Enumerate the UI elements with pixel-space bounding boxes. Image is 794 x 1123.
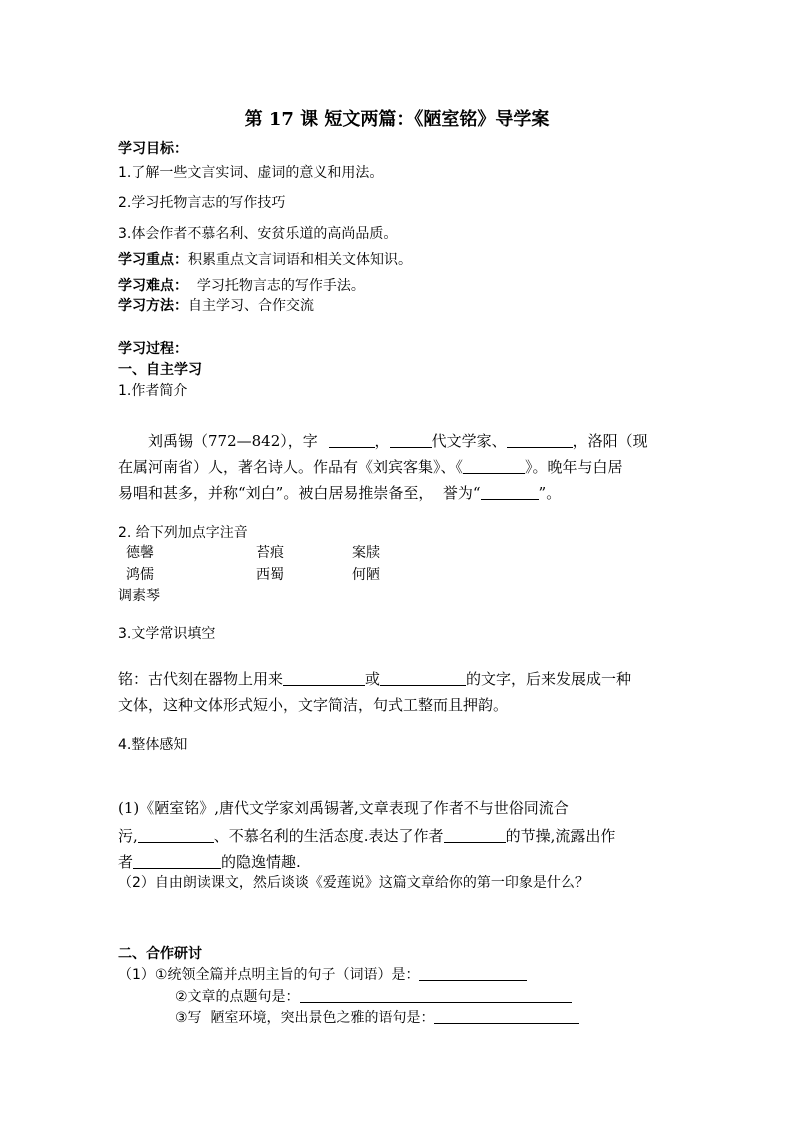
author-intro-heading: 1.作者简介 xyxy=(118,383,188,399)
blank-title[interactable] xyxy=(507,433,573,448)
pinyin-word: 苔痕 xyxy=(256,545,284,561)
blank-honor[interactable] xyxy=(481,485,539,500)
perception-text: 的节操,流露出作 xyxy=(505,827,616,845)
method-line xyxy=(118,296,314,316)
pinyin-word: 鸿儒 xyxy=(126,567,154,583)
coop-line-1 xyxy=(118,965,527,985)
blank-courtesy-name[interactable] xyxy=(329,433,375,448)
process-heading: 学习过程： xyxy=(118,341,188,357)
difficulty-text: 学习托物言志的写作手法。 xyxy=(188,278,365,294)
blank-inscription-1[interactable] xyxy=(283,671,365,686)
perception-line-1: (1)《陋室铭》,唐代文学家刘禹锡著,文章表现了作者不与世俗同流合 xyxy=(118,799,569,817)
author-text: 》。晚年与白居 xyxy=(525,458,623,476)
objective-item-3: 3.体会作者不慕名利、安贫乐道的高尚品质。 xyxy=(118,226,398,242)
difficulty-line xyxy=(118,276,365,296)
literary-knowledge-heading: 3.文学常识填空 xyxy=(118,626,216,642)
key-point-label: 学习重点： xyxy=(118,252,188,268)
inscription-line-2: 文体，这种文体形式短小，文字简洁，句式工整而且押韵。 xyxy=(118,696,509,714)
pinyin-heading: 2. 给下列加点字注音 xyxy=(118,525,248,541)
coop-line-3 xyxy=(175,1008,579,1028)
pinyin-word: 调素琴 xyxy=(118,588,160,604)
inscription-line-1 xyxy=(118,668,631,690)
coop-text: ②文章的点题句是： xyxy=(175,989,300,1005)
method-label: 学习方法： xyxy=(118,298,188,314)
section-cooperative-study: 二、合作研讨 xyxy=(118,946,202,962)
blank-perception-3[interactable] xyxy=(133,854,221,869)
coop-line-2 xyxy=(175,987,572,1007)
author-text: 代文学家、 xyxy=(431,432,507,450)
blank-dynasty[interactable] xyxy=(390,433,432,448)
perception-line-2 xyxy=(118,825,615,847)
pinyin-word: 西蜀 xyxy=(256,567,284,583)
pinyin-word: 何陋 xyxy=(352,567,380,583)
difficulty-label: 学习难点： xyxy=(118,278,188,294)
blank-perception-2[interactable] xyxy=(444,828,506,843)
pinyin-word: 案牍 xyxy=(352,545,380,561)
coop-text: （1）①统领全篇并点明主旨的句子（词语）是： xyxy=(118,967,420,983)
objective-item-1: 1.了解一些文言实词、虚词的意义和用法。 xyxy=(118,165,384,181)
blank-perception-1[interactable] xyxy=(138,828,214,843)
objective-item-2: 2.学习托物言志的写作技巧 xyxy=(118,195,286,211)
perception-text: 的隐逸情趣. xyxy=(221,853,301,871)
section-self-study: 一、自主学习 xyxy=(118,362,202,378)
perception-text: 者 xyxy=(118,853,134,871)
blank-inscription-2[interactable] xyxy=(380,671,466,686)
inscription-text: 铭：古代刻在器物上用来 xyxy=(118,670,284,688)
page-title: 第 17 课 短文两篇：《陋室铭》导学案 xyxy=(244,109,550,130)
key-point-line xyxy=(118,250,412,270)
inscription-text: 或 xyxy=(365,670,381,688)
method-text: 自主学习、合作交流 xyxy=(188,298,314,314)
author-text: 易唱和甚多，并称“刘白”。被白居易推崇备至， 誉为“ xyxy=(118,484,481,502)
author-line-2 xyxy=(118,456,623,478)
inscription-text: 的文字，后来发展成一种 xyxy=(466,670,632,688)
overall-perception-heading: 4.整体感知 xyxy=(118,737,188,753)
pinyin-word: 德馨 xyxy=(126,545,154,561)
perception-line-3 xyxy=(118,851,301,873)
blank-work[interactable] xyxy=(463,459,525,474)
author-text: ，洛阳（现 xyxy=(572,432,648,450)
author-text: ”。 xyxy=(538,484,562,502)
coop-text: ③写 陋室环境，突出景色之雅的语句是： xyxy=(175,1010,435,1026)
blank-theme-sentence[interactable] xyxy=(419,966,527,981)
author-line-1 xyxy=(148,430,648,452)
author-line-3 xyxy=(118,482,561,504)
key-point-text: 积累重点文言词语和相关文体知识。 xyxy=(188,252,412,268)
perception-question-2: （2）自由朗读课文，然后谈谈《爱莲说》这篇文章给你的第一印象是什么？ xyxy=(118,875,589,891)
author-text: 在属河南省）人，著名诗人。作品有《刘宾客集》、《 xyxy=(118,458,464,476)
objectives-heading: 学习目标： xyxy=(118,141,188,157)
blank-scenery-sentence[interactable] xyxy=(434,1009,579,1024)
perception-text: 污, xyxy=(118,827,138,845)
author-text: 刘禹锡（772—842），字 xyxy=(148,432,318,450)
blank-title-sentence[interactable] xyxy=(300,988,572,1003)
perception-text: 、不慕名利的生活态度.表达了作者 xyxy=(213,827,444,845)
author-text: ， xyxy=(374,432,390,450)
